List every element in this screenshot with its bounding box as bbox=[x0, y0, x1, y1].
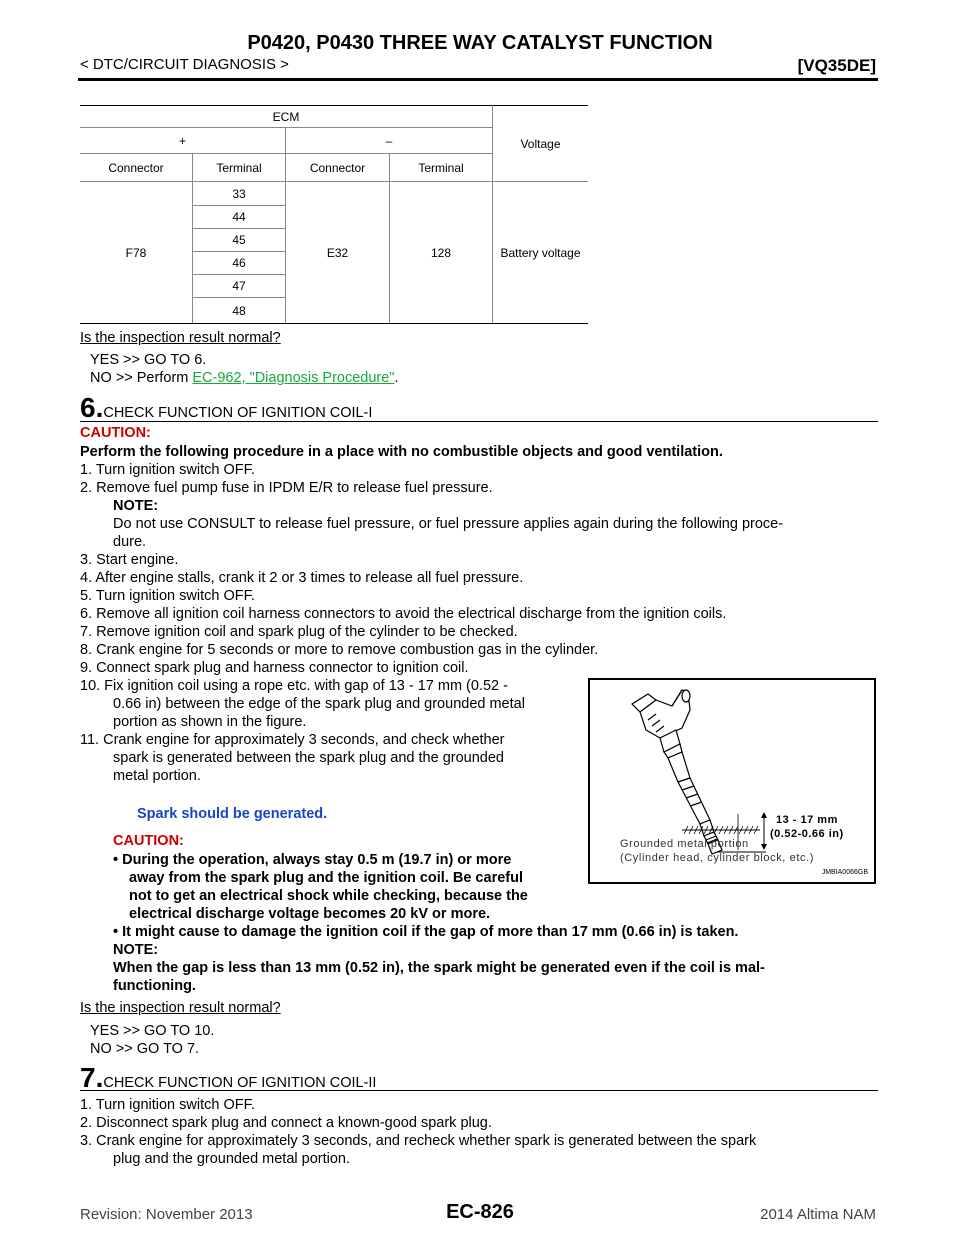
procedure-step: 5. Turn ignition switch OFF. bbox=[80, 588, 255, 604]
col-terminal: Terminal bbox=[193, 154, 286, 182]
no-answer bbox=[90, 369, 399, 387]
inspection-question: Is the inspection result normal? bbox=[80, 1000, 281, 1016]
page-number: EC-826 bbox=[446, 1201, 514, 1223]
note-text: When the gap is less than 13 mm (0.52 in), the spark might be generated even if the coil is mal- bbox=[113, 960, 765, 976]
figure-code: JMBIA0066GB bbox=[821, 869, 868, 876]
procedure-step-cont: metal portion. bbox=[113, 768, 201, 784]
col-terminal: Terminal bbox=[390, 154, 493, 182]
terminal-cell: 33 bbox=[193, 182, 286, 206]
gap-dimension-inches: (0.52-0.66 in) bbox=[770, 828, 844, 840]
procedure-step: 3. Crank engine for approximately 3 seconds, and recheck whether spark is generated between the spark bbox=[80, 1133, 757, 1149]
header-rule bbox=[78, 78, 878, 81]
voltage-header: Voltage bbox=[493, 106, 589, 182]
section-label: < DTC/CIRCUIT DIAGNOSIS > bbox=[80, 56, 289, 73]
step-6-heading bbox=[80, 392, 372, 424]
ecm-header: ECM bbox=[80, 106, 493, 128]
step-title: CHECK FUNCTION OF IGNITION COIL-II bbox=[103, 1075, 377, 1091]
terminal-cell: 48 bbox=[193, 298, 286, 324]
voltage-table bbox=[80, 105, 588, 324]
step-number: 6. bbox=[80, 392, 104, 423]
inspection-question: Is the inspection result normal? bbox=[80, 330, 281, 346]
terminal-cell: 128 bbox=[390, 182, 493, 324]
procedure-step-cont: spark is generated between the spark plug and the grounded bbox=[113, 750, 504, 766]
procedure-step: 3. Start engine. bbox=[80, 552, 179, 568]
col-connector: Connector bbox=[80, 154, 193, 182]
note-label: NOTE: bbox=[113, 498, 159, 514]
voltage-cell: Battery voltage bbox=[493, 182, 589, 324]
caution-label: CAUTION: bbox=[80, 425, 151, 441]
caution-text: Perform the following procedure in a place with no combustible objects and good ventilation. bbox=[80, 444, 723, 460]
step-number: 7. bbox=[80, 1062, 104, 1093]
procedure-step: 2. Remove fuel pump fuse in IPDM E/R to release fuel pressure. bbox=[80, 480, 493, 496]
procedure-step-cont: 0.66 in) between the edge of the spark plug and grounded metal bbox=[113, 696, 525, 712]
step-rule bbox=[80, 1090, 878, 1091]
page-title: P0420, P0430 THREE WAY CATALYST FUNCTION bbox=[247, 32, 713, 54]
plus-header: + bbox=[80, 128, 286, 154]
connector-cell: F78 bbox=[80, 182, 193, 324]
procedure-step: 1. Turn ignition switch OFF. bbox=[80, 462, 255, 478]
ignition-coil-figure bbox=[588, 678, 876, 884]
col-connector: Connector bbox=[286, 154, 390, 182]
note-text: functioning. bbox=[113, 978, 196, 994]
procedure-step-cont: plug and the grounded metal portion. bbox=[113, 1151, 351, 1167]
ground-label-detail: (Cylinder head, cylinder block, etc.) bbox=[620, 852, 814, 864]
no-answer-text: NO >> Perform bbox=[90, 370, 193, 386]
procedure-step: 10. Fix ignition coil using a rope etc. with gap of 13 - 17 mm (0.52 - bbox=[80, 678, 508, 694]
terminal-cell: 44 bbox=[193, 206, 286, 229]
procedure-step: 2. Disconnect spark plug and connect a known-good spark plug. bbox=[80, 1115, 492, 1131]
engine-label: [VQ35DE] bbox=[797, 56, 876, 75]
diagnosis-procedure-link[interactable]: EC-962, "Diagnosis Procedure" bbox=[192, 370, 395, 386]
expected-result: Spark should be generated. bbox=[137, 806, 328, 822]
caution-label: CAUTION: bbox=[113, 833, 184, 849]
step-rule bbox=[80, 421, 878, 422]
step-title: CHECK FUNCTION OF IGNITION COIL-I bbox=[103, 405, 373, 421]
gap-dimension: 13 - 17 mm bbox=[776, 814, 838, 826]
model-name: 2014 Altima NAM bbox=[760, 1206, 876, 1223]
connector-cell: E32 bbox=[286, 182, 390, 324]
procedure-step-cont: portion as shown in the figure. bbox=[113, 714, 307, 730]
minus-header: – bbox=[286, 128, 493, 154]
no-answer: NO >> GO TO 7. bbox=[90, 1041, 200, 1057]
procedure-step: 1. Turn ignition switch OFF. bbox=[80, 1097, 255, 1113]
ground-label: Grounded metal portion bbox=[620, 838, 749, 850]
procedure-step: 9. Connect spark plug and harness connector to ignition coil. bbox=[80, 660, 469, 676]
caution-bullet-cont: away from the spark plug and the ignition coil. Be careful bbox=[129, 870, 523, 886]
caution-bullet-cont: not to get an electrical shock while checking, because the bbox=[129, 888, 528, 904]
caution-bullet-cont: electrical discharge voltage becomes 20 kV or more. bbox=[129, 906, 491, 922]
no-answer-suffix: . bbox=[394, 370, 399, 386]
yes-answer: YES >> GO TO 6. bbox=[90, 352, 207, 368]
note-text: Do not use CONSULT to release fuel pressure, or fuel pressure applies again during the following proce- bbox=[113, 516, 784, 532]
procedure-step: 7. Remove ignition coil and spark plug of the cylinder to be checked. bbox=[80, 624, 518, 640]
terminal-cell: 45 bbox=[193, 229, 286, 252]
note-label: NOTE: bbox=[113, 942, 159, 958]
procedure-step: 4. After engine stalls, crank it 2 or 3 times to release all fuel pressure. bbox=[80, 570, 524, 586]
procedure-step: 11. Crank engine for approximately 3 seconds, and check whether bbox=[80, 732, 505, 748]
revision-date: Revision: November 2013 bbox=[80, 1206, 253, 1223]
terminal-cell: 46 bbox=[193, 252, 286, 275]
yes-answer: YES >> GO TO 10. bbox=[90, 1023, 215, 1039]
caution-bullet: • During the operation, always stay 0.5 m (19.7 in) or more bbox=[113, 852, 512, 868]
procedure-step: 8. Crank engine for 5 seconds or more to remove combustion gas in the cylinder. bbox=[80, 642, 599, 658]
note-text: dure. bbox=[113, 534, 147, 550]
procedure-step: 6. Remove all ignition coil harness connectors to avoid the electrical discharge from the ignition coils. bbox=[80, 606, 727, 622]
caution-bullet: • It might cause to damage the ignition coil if the gap of more than 17 mm (0.66 in) is taken. bbox=[113, 924, 739, 940]
terminal-cell: 47 bbox=[193, 275, 286, 298]
